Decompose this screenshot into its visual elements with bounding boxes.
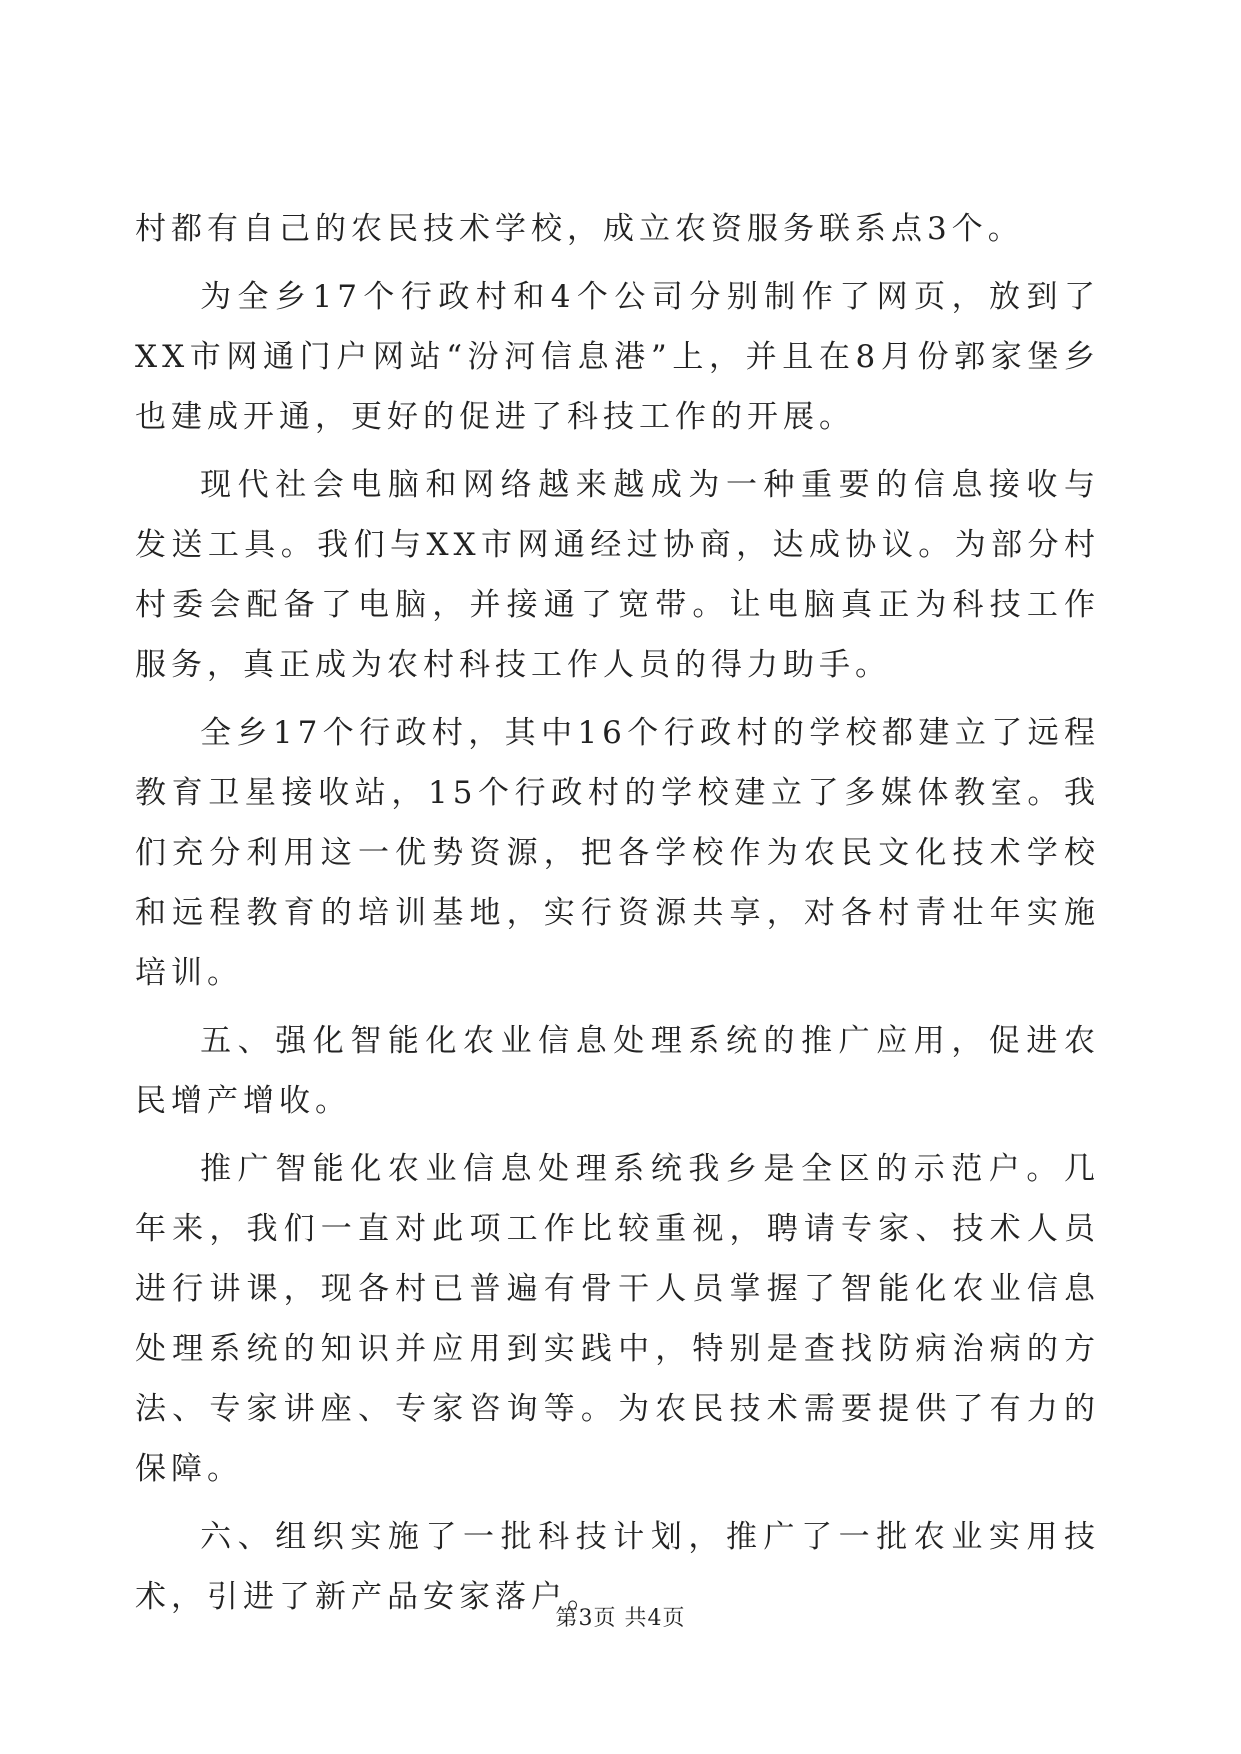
document-body	[135, 199, 1100, 1635]
page-number-footer: 第3页 共4页	[555, 1606, 686, 1631]
paragraph-webpages: 为全乡17个行政村和4个公司分别制作了网页，放到了XX市网通门户网站“汾河信息港”上，并且在8月份郭家堡乡也建成开通，更好的促进了科技工作的开展。	[135, 279, 1100, 435]
paragraph-intelligent-system: 推广智能化农业信息处理系统我乡是全区的示范户。几年来，我们一直对此项工作比较重视，聘请专家、技术人员进行讲课，现各村已普遍有骨干人员掌握了智能化农业信息处理系统的知识并应用到实践中，特别是查找防病治病的方法、专家讲座、专家咨询等。为农民技术需要提供了有力的保障。	[135, 1151, 1100, 1487]
paragraph-remote-education: 全乡17个行政村，其中16个行政村的学校都建立了远程教育卫星接收站，15个行政村的学校建立了多媒体教室。我们充分利用这一优势资源，把各学校作为农民文化技术学校和远程教育的培训基地，实行资源共享，对各村青壮年实施培训。	[135, 715, 1100, 991]
section-heading-six: 六、组织实施了一批科技计划，推广了一批农业实用技术，引进了新产品安家落户。	[135, 1519, 1100, 1615]
paragraph-computers: 现代社会电脑和网络越来越成为一种重要的信息接收与发送工具。我们与XX市网通经过协商，达成协议。为部分村村委会配备了电脑，并接通了宽带。让电脑真正为科技工作服务，真正成为农村科技工作人员的得力助手。	[135, 467, 1100, 683]
section-heading-five: 五、强化智能化农业信息处理系统的推广应用，促进农民增产增收。	[135, 1023, 1100, 1119]
paragraph-continuation: 村都有自己的农民技术学校，成立农资服务联系点3个。	[135, 211, 1024, 247]
